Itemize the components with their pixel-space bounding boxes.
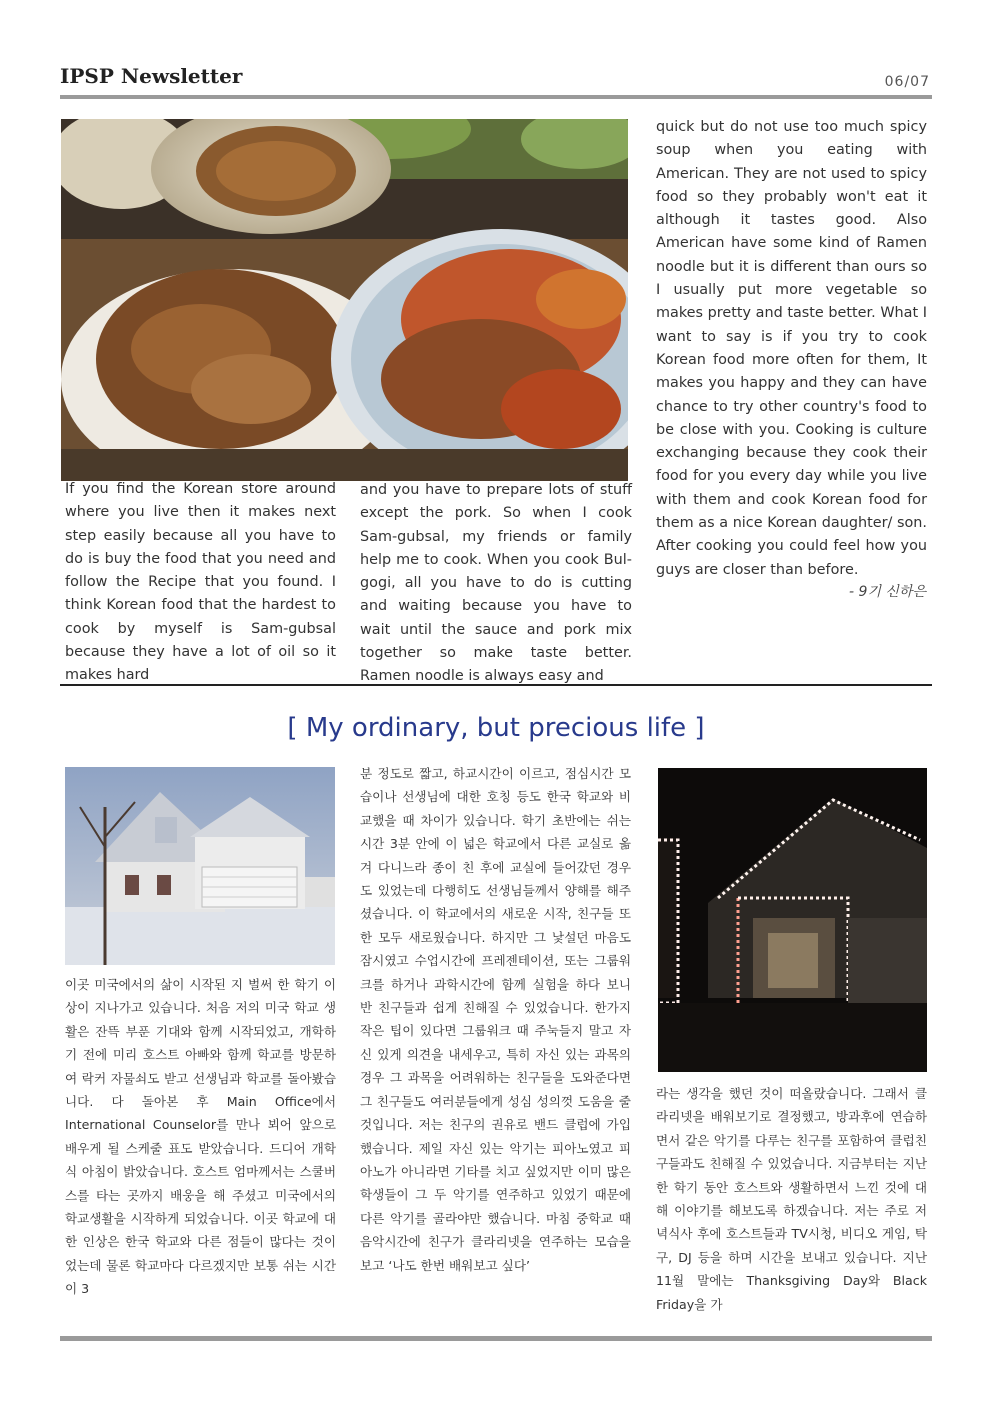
korean-food-photo bbox=[61, 119, 628, 481]
page-number: 06/07 bbox=[884, 74, 930, 90]
article1-column-2: and you have to prepare lots of stuff except the pork. So when I cook Sam-gubsal, my friends or family help me to cook. When you cook Bul-gogi, all you have to do is cutting and waiting because you have to wait until the sauce and pork mix together so make taste better. Ramen noodle is always easy and bbox=[360, 482, 632, 685]
house-christmas-lights-photo bbox=[658, 768, 927, 1072]
article2-column-3: 라는 생각을 했던 것이 떠올랐습니다. 그래서 클라리넷을 배워보기로 결정했고, 방과후에 연습하면서 같은 악기를 다루는 친구를 포함하여 클럽친구들과도 친해질 수 있었습니다. 지금부터는 지난 한 학기 동안 호스트와 생활하면서 느낀 것에 대해 이야기를 해보도록 하겠습니다. 저는 주로 저녁식사 후에 호스트들과 TV시청, 비디오 게임, 탁구, DJ 등을 하며 시간을 보내고 있습니다. 지난 11월 말에는 Thanksgiving Day와 Black Friday을 가 bbox=[656, 1086, 927, 1312]
article2-column-2: 분 정도로 짧고, 하교시간이 이르고, 점심시간 모습이나 선생님에 대한 호칭 등도 한국 학교와 비교했을 때 차이가 있습니다. 학기 초반에는 쉬는 시간 3분 안에 이 넓은 학교에서 다른 교실로 옮겨 다니느라 종이 친 후에 교실에 들어갔던 경우도 있었는데 다행히도 선생님들께서 양해를 해주셨습니다. 이 학교에서의 새로운 시작, 친구들 또한 모두 새로웠습니다. 하지만 그 낯설던 마음도 잠시였고 수업시간에 프레젠테이션, 또는 그룹워크를 하거나 과학시간에 함께 실험을 하다 보니 반 친구들과 쉽게 친해질 수 있었습니다. 한가지 작은 팁이 있다면 그룹워크 때 주눅들지 말고 자신 있게 의견을 내세우고, 특히 자신 있는 과목의 경우 그 과목을 어려워하는 친구들을 도와준다면 그 친구들도 여러분들에게 성심 성의껏 도움을 줄 것입니다. 저는 친구의 권유로 밴드 클럽에 가입했습니다. 제일 자신 있는 악기는 피아노였고 피아노가 아니라면 기타를 치고 싶었지만 이미 많은 학생들이 그 두 악기를 연주하고 있었기 때문에 다른 악기를 골라야만 했습니다. 마침 중학교 때 음악시간에 친구가 클라리넷을 연주하는 모습을 보고 ‘나도 한번 배워보고 싶다’ bbox=[360, 766, 631, 1273]
section-divider bbox=[60, 684, 932, 686]
newsletter-title: IPSP Newsletter bbox=[60, 64, 243, 88]
article1-column-3: quick but do not use too much spicy soup when you eating with American. They are not used to spicy food so they probably won't eat it although it tastes good. Also American have some kind of Ramen noodle but it is different than ours so I usually put more vegetable so makes pretty and taste better. What I want to say is if you try to cook Korean food more often for them, It makes you happy and they can have chance to try other country's food to be close with you. Cooking is culture exchanging because they cook their food for you every day while you live with them and cook Korean food for them as a nice Korean daughter/ son. After cooking you could feel how you guys are closer than before. bbox=[656, 119, 927, 578]
article2-column-1: 이곳 미국에서의 삶이 시작된 지 벌써 한 학기 이상이 지나가고 있습니다. 처음 저의 미국 학교 생활은 잔뜩 부푼 기대와 함께 시작되었고, 개학하기 전에 미리 호스트 아빠와 함께 학교를 방문하여 락커 자물쇠도 받고 선생님과 학교를 돌아봤습니다. 다 돌아본 후 Main Office에서 International Counselor를 만나 뵈어 앞으로 배우게 될 스케줄 표도 받았습니다. 드디어 개학식 아침이 밝았습니다. 호스트 엄마께서는 스쿨버스를 타는 곳까지 배웅을 해 주셨고 미국에서의 학교생활을 시작하게 되었습니다. 이곳 학교에 대한 인상은 한국 학교와 다른 점들이 많다는 것이었는데 물론 학교마다 다르겠지만 보통 쉬는 시간이 3 bbox=[65, 977, 336, 1297]
host-house-photo bbox=[65, 767, 335, 965]
article1-column-1: If you find the Korean store around where you live then it makes next step easily because all you have to do is buy the food that you need and follow the Recipe that you found. I think Korean food that the hardest to cook by myself is Sam-gubsal because they have a lot of oil so it makes hard bbox=[65, 481, 336, 684]
article2-title: [ My ordinary, but precious life ] bbox=[287, 713, 705, 743]
author-signature: - 9기 신하은 bbox=[849, 584, 926, 600]
header-divider bbox=[60, 95, 932, 99]
footer-divider bbox=[60, 1336, 932, 1341]
